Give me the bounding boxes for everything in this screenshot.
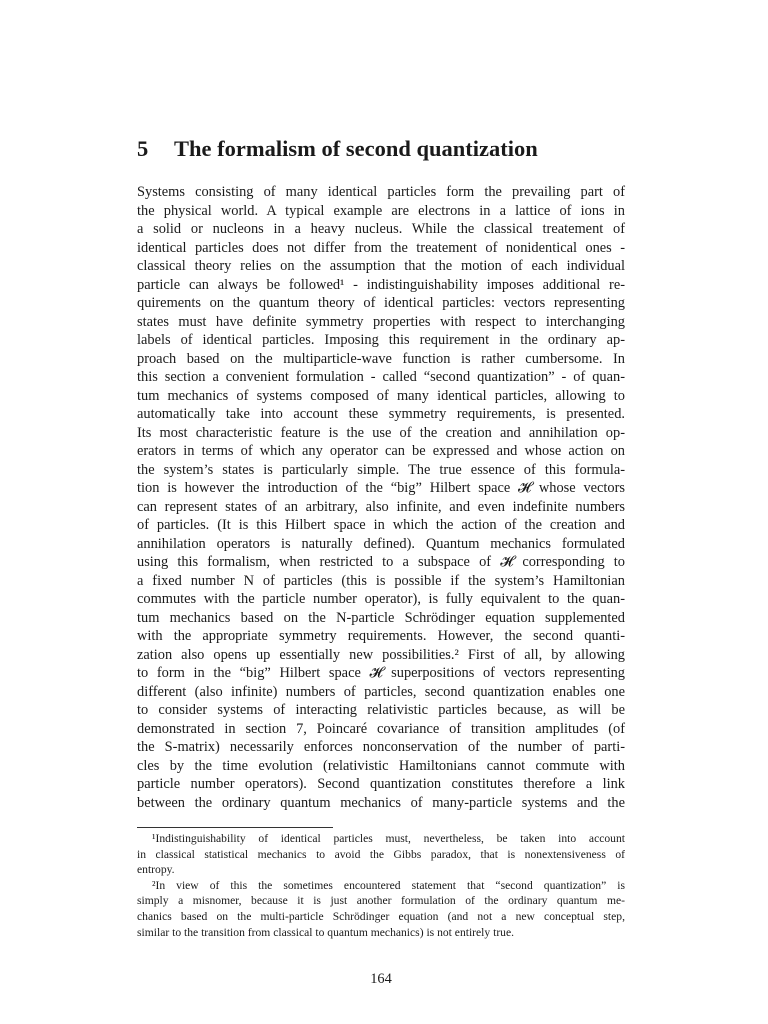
body-line: the system’s states is particularly simple. The true essence of this formula- [137, 461, 625, 478]
body-line: commutes with the particle number operator), is fully equivalent to the quan- [137, 591, 625, 607]
body-line: annihilation operators is naturally defined). Quantum mechanics formulated [137, 535, 625, 552]
body-line: cles by the time evolution (relativistic Hamiltonians cannot commute with [137, 757, 625, 774]
body-line: this section a convenient formulation - called “second quantization” - of quan- [137, 369, 625, 385]
footnote-line: ¹Indistinguishability of identical particles must, nevertheless, be taken into account [152, 832, 625, 845]
body-line: tum mechanics based on the N-particle Schrödinger equation supplemented [137, 609, 625, 626]
body-line: quirements on the quantum theory of identical particles: vectors representing [137, 295, 625, 311]
body-line: Its most characteristic feature is the use of the creation and annihilation op- [137, 424, 625, 441]
body-line: automatically take into account these symmetry requirements, is presented. [137, 406, 625, 422]
body-line: a solid or nucleons in a heavy nucleus. While the classical treatement of [137, 221, 625, 237]
body-line: identical particles does not differ from the treatement of nonidentical ones - [137, 239, 625, 256]
body-line: to consider systems of interacting relativistic particles because, as will be [137, 702, 625, 718]
body-line: tion is however the introduction of the “big” Hilbert space 𝓗 whose vectors [137, 480, 625, 496]
footnote-2 [137, 878, 625, 940]
footnote-line: chanics based on the multi-particle Schrödinger equation (and not a new conceptual step, [137, 909, 625, 923]
footnote-line: in classical statistical mechanics to avoid the Gibbs paradox, that is nonextensiveness of [137, 847, 625, 861]
body-line: the S-matrix) necessarily enforces nonconservation of the number of parti- [137, 739, 625, 755]
body-paragraph [137, 183, 625, 812]
body-line: particle number operators). Second quantization constitutes therefore a link [137, 776, 625, 792]
footnote-1 [137, 831, 625, 878]
body-line: demonstrated in section 7, Poincaré covariance of transition amplitudes (of [137, 720, 625, 737]
body-line: labels of identical particles. Imposing this requirement in the ordinary ap- [137, 332, 625, 348]
footnote-line: similar to the transition from classical to quantum mechanics) is not entirely true. [137, 925, 515, 939]
section-heading [137, 134, 625, 164]
footnote-line: ²In view of this the sometimes encountered statement that “second quantization” is [152, 878, 625, 892]
body-line: erators in terms of which any operator can be expressed and whose action on [137, 443, 625, 459]
body-line: with the appropriate symmetry requirements. However, the second quanti- [137, 628, 625, 644]
body-line: between the ordinary quantum mechanics of many-particle systems and the [137, 794, 625, 811]
body-line: using this formalism, when restricted to a subspace of 𝓗 corresponding to [137, 554, 625, 570]
footnote-rule [137, 827, 333, 828]
document-page [137, 0, 625, 1024]
body-line: different (also infinite) numbers of particles, second quantization enables one [137, 683, 625, 700]
body-line: a fixed number N of particles (this is possible if the system’s Hamiltonian [137, 572, 625, 589]
body-line: of particles. (It is this Hilbert space in which the action of the creation and [137, 517, 625, 533]
body-line: tum mechanics of systems composed of many identical particles, allowing to [137, 387, 625, 404]
body-line: to form in the “big” Hilbert space 𝓗 superpositions of vectors representing [137, 665, 625, 681]
footnote-line: simply a misnomer, because it is just another formulation of the ordinary quantum me- [137, 894, 625, 908]
section-title: The formalism of second quantization [174, 136, 538, 161]
body-line: zation also opens up essentially new possibilities.² First of all, by allowing [137, 646, 625, 663]
body-line: the physical world. A typical example are electrons in a lattice of ions in [137, 202, 625, 219]
body-line: states must have definite symmetry properties with respect to interchanging [137, 313, 625, 330]
body-line: classical theory relies on the assumption that the motion of each individual [137, 258, 625, 274]
body-line: Systems consisting of many identical particles form the prevailing part of [137, 184, 625, 200]
body-line: can represent states of an arbitrary, also infinite, and even indefinite numbers [137, 498, 625, 515]
page-number: 164 [370, 971, 392, 987]
body-line: particle can always be followed¹ - indistinguishability imposes additional re- [137, 276, 625, 293]
section-number: 5 [137, 136, 149, 161]
body-line: proach based on the multiparticle-wave function is rather cumbersome. In [137, 350, 625, 367]
footnote-line: entropy. [137, 863, 175, 877]
footnotes [137, 831, 625, 940]
